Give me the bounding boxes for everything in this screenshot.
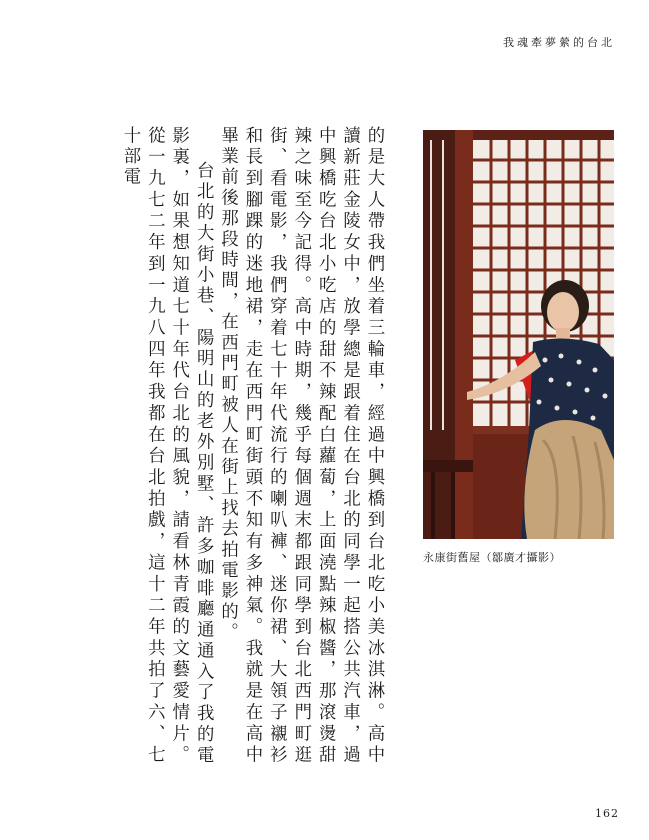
body-text — [96, 126, 386, 766]
paragraph: 台北的大街小巷、陽明山的老外別墅、許多咖啡廳通通入了我的電影裏，如果想知道七十年代台北的風貌，請看林青霞的文藝愛情片。從一九七二年到一九八四年我都在台北拍戲，這十二年共拍了六、七十部電 — [119, 126, 214, 766]
page-number: 162 — [595, 807, 619, 820]
paragraph: 的是大人帶我們坐着三輪車，經過中興橋到台北吃小美冰淇淋。高中讀新莊金陵女中，放學總是跟着住在台北的同學一起搭公共汽車，過中興橋吃台北小吃店的甜不辣配白蘿蔔，上面澆點辣椒醬，那滾燙甜辣之味至今記得。高中時期，幾乎每個週末都跟同學到台北西門町逛街、看電影，我們穿着七十年代流行的喇叭褲、迷你裙、大領子襯衫和長到腳踝的迷地裙，走在西門町街頭不知有多神氣。我就是在高中畢業前後那段時間，在西門町被人在街上找去拍電影的。 — [217, 126, 384, 766]
running-header: 我魂牽夢縈的台北 — [503, 36, 615, 49]
photo — [423, 130, 614, 539]
photo-caption: 永康街舊屋（鄒廣才攝影） — [423, 551, 561, 564]
